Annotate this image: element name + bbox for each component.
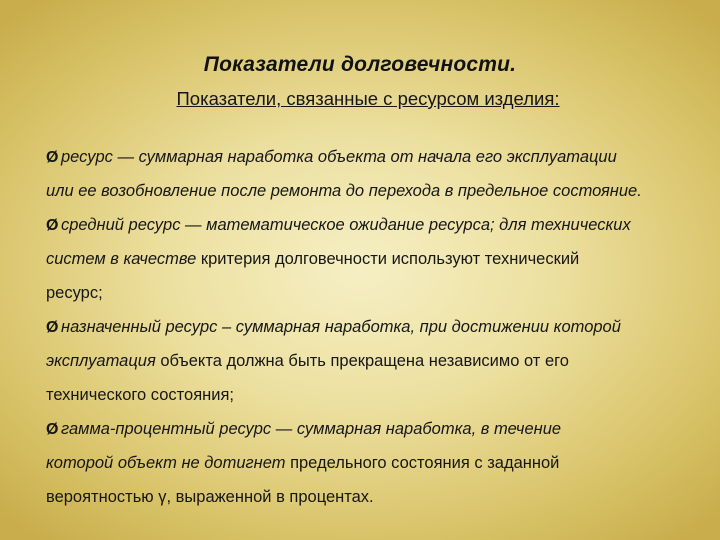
italic-text: гамма-процентный ресурс — суммарная наработка, в течение (61, 420, 562, 438)
bullet-line (46, 420, 561, 439)
arrow-bullet-icon: Ø (46, 217, 59, 234)
text-line (46, 352, 569, 371)
italic-text: назначенный ресурс – суммарная наработка, при достижении которой (61, 318, 621, 336)
plain-text: ресурс; (46, 284, 103, 302)
slide-title: Показатели долговечности. (203, 53, 517, 76)
bullet-line (46, 148, 617, 167)
italic-text: эксплуатация (46, 352, 161, 370)
text-line (46, 386, 234, 405)
plain-text: технического состояния; (46, 386, 234, 404)
text-line (46, 488, 374, 507)
plain-text: предельного состояния с заданной (290, 454, 560, 472)
bullet-line (46, 318, 621, 337)
plain-text: критерия долговечности используют технический (200, 250, 580, 268)
plain-text: вероятностью γ, выраженной в процентах. (46, 488, 374, 506)
text-line (46, 182, 642, 201)
bullet-line (46, 216, 631, 235)
italic-text: или ее возобновление после ремонта до перехода в предельное состояние. (46, 182, 642, 200)
plain-text: объекта должна быть прекращена независимо от его (160, 352, 569, 370)
italic-text: ресурс — суммарная наработка объекта от начала его эксплуатации (61, 148, 617, 166)
text-line (46, 284, 103, 303)
text-line (46, 454, 559, 473)
italic-text: средний ресурс — математическое ожидание ресурса; для технических (61, 216, 631, 234)
slide-subtitle: Показатели, связанные с ресурсом изделия: (176, 88, 560, 109)
arrow-bullet-icon: Ø (46, 319, 59, 336)
arrow-bullet-icon: Ø (46, 421, 59, 438)
italic-text: которой объект не дотигнет (46, 454, 291, 472)
arrow-bullet-icon: Ø (46, 149, 59, 166)
italic-text: систем в качестве (46, 250, 201, 268)
text-line (46, 250, 579, 269)
